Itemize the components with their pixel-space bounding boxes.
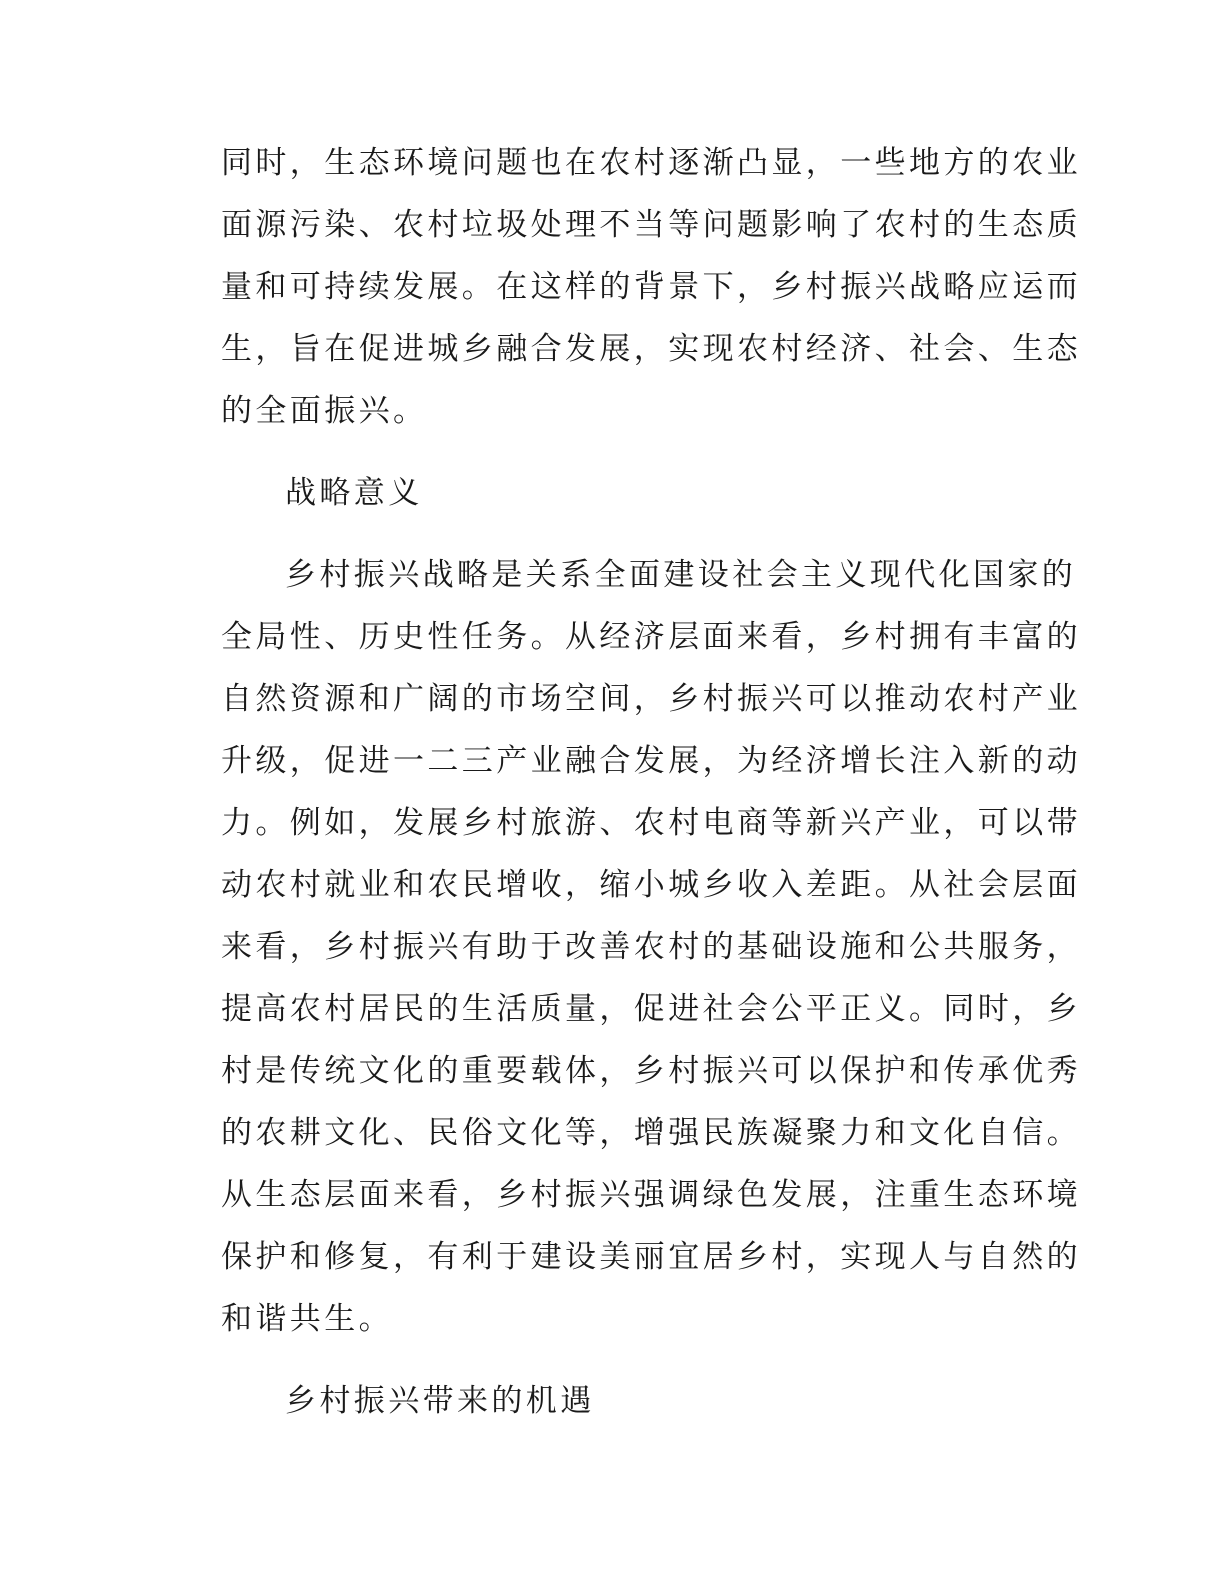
paragraph-line: 生，旨在促进城乡融合发展，实现农村经济、社会、生态 <box>221 331 1081 367</box>
paragraph-line: 力。例如，发展乡村旅游、农村电商等新兴产业，可以带 <box>221 805 1081 841</box>
paragraph-line: 动农村就业和农民增收，缩小城乡收入差距。从社会层面 <box>221 867 1081 903</box>
paragraph-line: 自然资源和广阔的市场空间，乡村振兴可以推动农村产业 <box>221 681 1081 717</box>
section-heading-strategic-significance: 战略意义 <box>285 475 423 511</box>
paragraph-line: 同时，生态环境问题也在农村逐渐凸显，一些地方的农业 <box>221 145 1081 181</box>
paragraph-line: 量和可持续发展。在这样的背景下，乡村振兴战略应运而 <box>221 269 1081 305</box>
paragraph-line: 的全面振兴。 <box>221 393 428 429</box>
section-heading-opportunities: 乡村振兴带来的机遇 <box>285 1383 595 1419</box>
paragraph-spacing <box>221 524 1011 544</box>
paragraph-line: 全局性、历史性任务。从经济层面来看，乡村拥有丰富的 <box>221 619 1081 655</box>
paragraph-line: 升级，促进一二三产业融合发展，为经济增长注入新的动 <box>221 743 1081 779</box>
paragraph-line: 面源污染、农村垃圾处理不当等问题影响了农村的生态质 <box>221 207 1081 243</box>
paragraph-line: 和谐共生。 <box>221 1301 393 1337</box>
paragraph-spacing <box>221 442 1011 462</box>
paragraph-environment-background <box>221 132 1081 442</box>
paragraph-line: 提高农村居民的生活质量，促进社会公平正义。同时，乡 <box>221 991 1081 1027</box>
paragraph-strategic-significance <box>221 544 1081 1350</box>
paragraph-line: 村是传统文化的重要载体，乡村振兴可以保护和传承优秀 <box>221 1053 1081 1089</box>
document-body <box>221 132 1081 1432</box>
paragraph-line: 从生态层面来看，乡村振兴强调绿色发展，注重生态环境 <box>221 1177 1081 1213</box>
paragraph-line: 保护和修复，有利于建设美丽宜居乡村，实现人与自然的 <box>221 1239 1081 1275</box>
paragraph-line: 乡村振兴战略是关系全面建设社会主义现代化国家的 <box>285 557 1077 593</box>
paragraph-line: 的农耕文化、民俗文化等，增强民族凝聚力和文化自信。 <box>221 1115 1081 1151</box>
paragraph-line: 来看，乡村振兴有助于改善农村的基础设施和公共服务， <box>221 929 1081 965</box>
paragraph-spacing <box>221 1350 1011 1370</box>
